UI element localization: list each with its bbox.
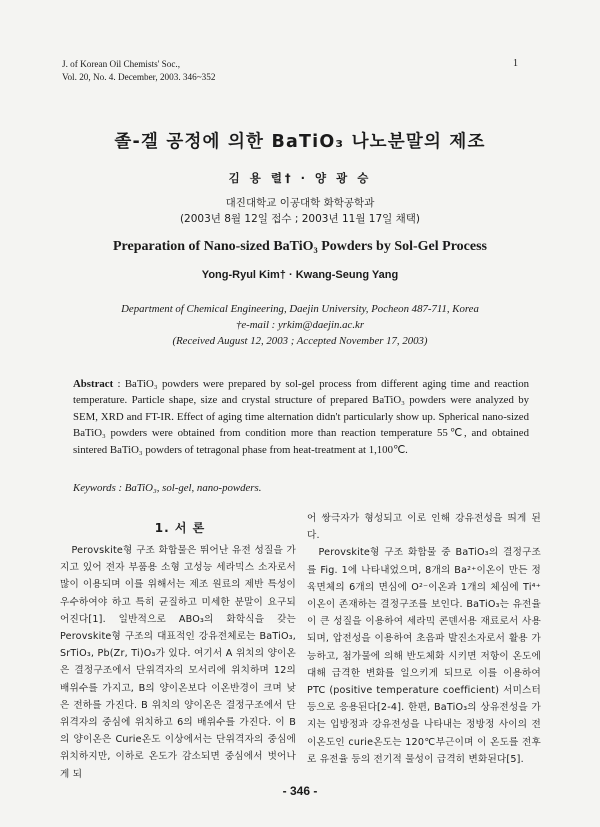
journal-citation — [62, 58, 215, 84]
journal-line-2: Vol. 20, No. 4. December, 2003. 346~352 — [62, 72, 216, 82]
section-heading-introduction: 1. 서 론 — [154, 521, 206, 535]
abstract-text: : BaTiO₃ powders were prepared by sol-gel process from different aging time and reaction temperature. Particle shape, size and crystal structure of prepared BaTiO₃ powders were analyzed by SEM, XRD and FT-IR. Effect of aging time alternation didn't particularly show up. Spherical nano-sized BaTiO₃ powders were obtained from condition more than reaction temperature 55℃, and obtained sintered BaTiO₃ powders of tetragonal phase from heat-treatment at 1,100℃. — [73, 378, 529, 456]
received-date-korean: (2003년 8월 12일 접수 ; 2003년 11월 17일 채택) — [179, 213, 421, 225]
left-column — [60, 542, 296, 783]
authors-korean: 김 용 렬† · 양 광 승 — [228, 171, 372, 185]
department-english: Department of Chemical Engineering, Daejin University, Pocheon 487-711, Korea — [121, 303, 479, 315]
intro-paragraph-2: Perovskite형 구조 화합물 중 BaTiO₃의 결정구조를 Fig. 1에 나타내었으며, 8개의 Ba²⁺이온이 만든 정육면체의 6개의 면심에 O²⁻이온과 1개의 체심에 Ti⁴⁺이온이 존재하는 결정구조를 보인다. BaTiO₃는 유전율이 큰 성질을 이용하여 세라믹 콘덴서용 재료로서 사용되며, 압전성을 이용하여 초음파 발진소자로서 활용 가능하고, 첨가물에 의해 반도체화 시키면 저항이 온도에 대해 급격한 변화를 일으키게 되므로 이를 이용하여 PTC (positive temperature coefficient) 서미스터 등으로 응용된다[2-4]. 한편, BaTiO₃의 상유전성을 가지는 입방정과 강유전성을 나타내는 정방정 사이의 전이온도인 curie온도는 120℃부근이며 이 온도를 전후로 유전율 등의 전기적 물성이 급격히 변화된다[5]. — [307, 547, 541, 765]
right-column — [307, 510, 541, 768]
intro-paragraph-1: Perovskite형 구조 화합물은 뛰어난 유전 성질을 가지고 있어 전자 부품용 소형 고성능 세라믹스 소자로서 많이 이용되며 이를 위해서는 제조 원료의 제반 특성이 우수하여야 하고 특히 균질하고 미세한 분말이 요구되어진다[1]. 일반적으로 ABO₃의 화학식을 갖는 Perovskite형 구조의 대표적인 강유전체로는 BaTiO₃, SrTiO₃, Pb(Zr, Ti)O₃가 있다. 여기서 A 위치의 양이온은 결정구조에서 단위격자의 모서리에 위치하며 12의 배위수를 가지고, B의 양이온보다 이온반경이 크며 낮은 전하를 가진다. B 위치의 양이온은 결정구조에서 단위격자의 중심에 위치하고 6의 배위수를 가진다. 이 B의 양이온은 Curie온도 이상에서는 단위격자의 중심에 위치하지만, 이하로 온도가 감소되면 중심에서 벗어나게 되 — [60, 545, 296, 780]
author-email: †e-mail : yrkim@daejin.ac.kr — [235, 319, 365, 331]
page-number-footer: - 346 - — [282, 784, 318, 798]
abstract — [73, 376, 529, 458]
keywords: Keywords : BaTiO₃, sol-gel, nano-powders. — [73, 482, 262, 494]
journal-line-1: J. of Korean Oil Chemists' Soc., — [62, 59, 181, 69]
title-english: Preparation of Nano-sized BaTiO₃ Powders by Sol-Gel Process — [112, 239, 487, 254]
affiliation-korean: 대진대학교 이공대학 화학공학과 — [225, 197, 375, 209]
authors-english: Yong-Ryul Kim† · Kwang-Seung Yang — [201, 269, 399, 281]
received-date-english: (Received August 12, 2003 ; Accepted November 17, 2003) — [172, 335, 428, 347]
abstract-label: Abstract — [73, 378, 114, 390]
intro-paragraph-1-continued: 어 쌍극자가 형성되고 이로 인해 강유전성을 띄게 된다. — [307, 513, 541, 542]
title-korean: 졸-겔 공정에 의한 BaTiO₃ 나노분말의 제조 — [114, 132, 486, 152]
page-number-top: 1 — [513, 58, 518, 69]
